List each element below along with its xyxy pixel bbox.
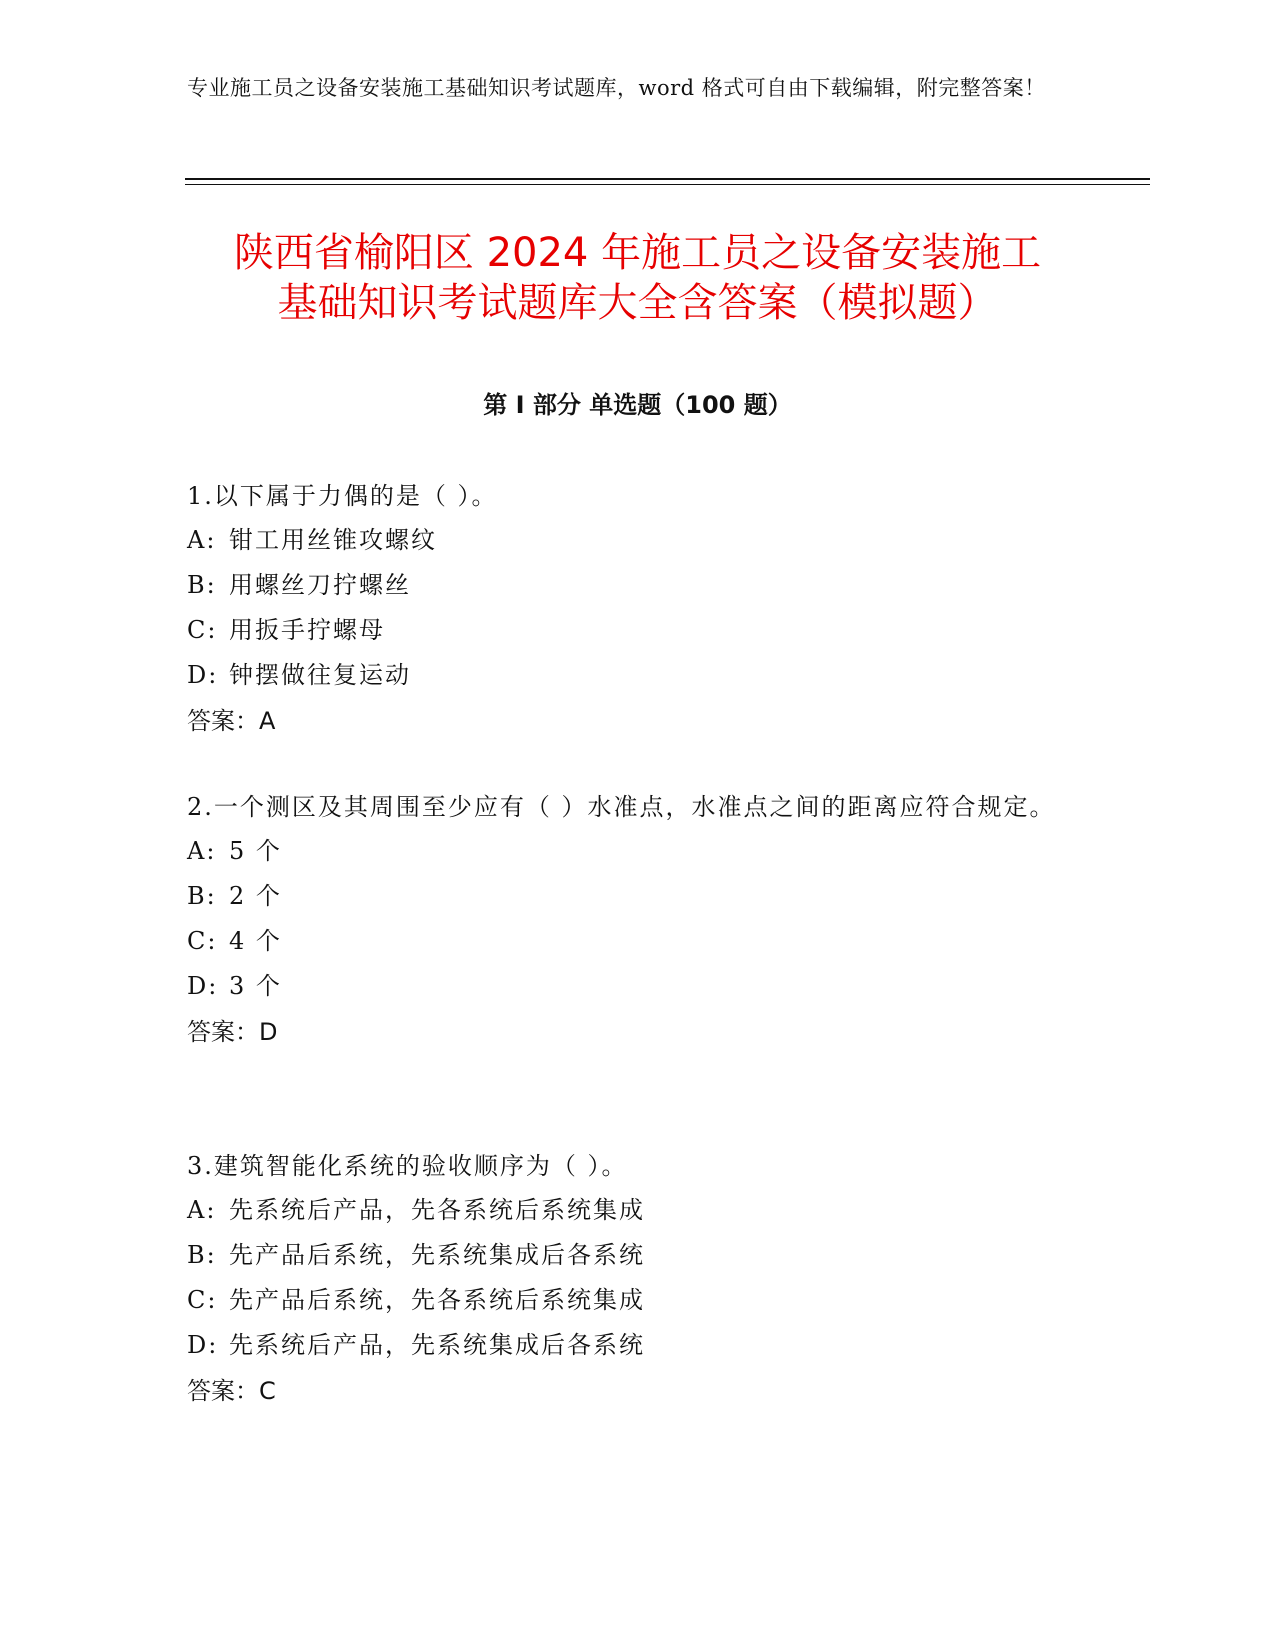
option-label: C: xyxy=(187,616,218,644)
header-divider-thin xyxy=(185,184,1150,185)
option-c xyxy=(187,1278,1087,1323)
question-3 xyxy=(187,1144,1087,1414)
question-1 xyxy=(187,474,1087,744)
option-c xyxy=(187,919,1087,964)
option-a xyxy=(187,518,1087,563)
answer: 答案：A xyxy=(187,707,276,735)
option-b xyxy=(187,563,1087,608)
option-a xyxy=(187,829,1087,874)
question-stem: 3.建筑智能化系统的验收顺序为（ ）。 xyxy=(187,1152,628,1180)
option-text: 用扳手拧螺母 xyxy=(229,616,385,644)
option-c xyxy=(187,608,1087,653)
option-label: C: xyxy=(187,1286,218,1314)
option-text: 钳工用丝锥攻螺纹 xyxy=(229,526,437,554)
option-text: 先系统后产品，先系统集成后各系统 xyxy=(229,1331,645,1359)
option-b xyxy=(187,874,1087,919)
option-text: 4 个 xyxy=(229,927,282,955)
option-label: B: xyxy=(187,571,217,599)
header-note: 专业施工员之设备安装施工基础知识考试题库，word 格式可自由下载编辑，附完整答案！ xyxy=(187,76,1046,100)
answer: 答案：D xyxy=(187,1018,278,1046)
title-line-2: 基础知识考试题库大全含答案（模拟题） xyxy=(277,280,998,326)
option-label: B: xyxy=(187,882,217,910)
option-a xyxy=(187,1188,1087,1233)
section-title: 第 I 部分 单选题（100 题） xyxy=(483,391,792,419)
question-stem: 1.以下属于力偶的是（ ）。 xyxy=(187,482,498,510)
option-label: A: xyxy=(187,837,217,865)
option-d xyxy=(187,964,1087,1009)
answer: 答案：C xyxy=(187,1377,276,1405)
option-label: B: xyxy=(187,1241,217,1269)
document-title xyxy=(150,228,1125,328)
option-text: 先产品后系统，先系统集成后各系统 xyxy=(229,1241,645,1269)
option-label: D: xyxy=(187,972,219,1000)
question-2 xyxy=(187,785,1087,1055)
option-text: 先产品后系统，先各系统后系统集成 xyxy=(229,1286,645,1314)
header-divider-thick xyxy=(185,178,1150,180)
option-text: 用螺丝刀拧螺丝 xyxy=(229,571,411,599)
option-label: A: xyxy=(187,1196,217,1224)
question-stem: 2.一个测区及其周围至少应有（ ）水准点，水准点之间的距离应符合规定。 xyxy=(187,793,1056,821)
option-text: 3 个 xyxy=(229,972,282,1000)
option-label: D: xyxy=(187,1331,219,1359)
option-d xyxy=(187,1323,1087,1368)
option-text: 钟摆做往复运动 xyxy=(229,661,411,689)
option-d xyxy=(187,653,1087,698)
option-text: 先系统后产品，先各系统后系统集成 xyxy=(229,1196,645,1224)
option-text: 2 个 xyxy=(229,882,282,910)
option-text: 5 个 xyxy=(229,837,282,865)
option-b xyxy=(187,1233,1087,1278)
title-line-1: 陕西省榆阳区 2024 年施工员之设备安装施工 xyxy=(233,230,1042,276)
option-label: A: xyxy=(187,526,217,554)
option-label: D: xyxy=(187,661,219,689)
option-label: C: xyxy=(187,927,218,955)
